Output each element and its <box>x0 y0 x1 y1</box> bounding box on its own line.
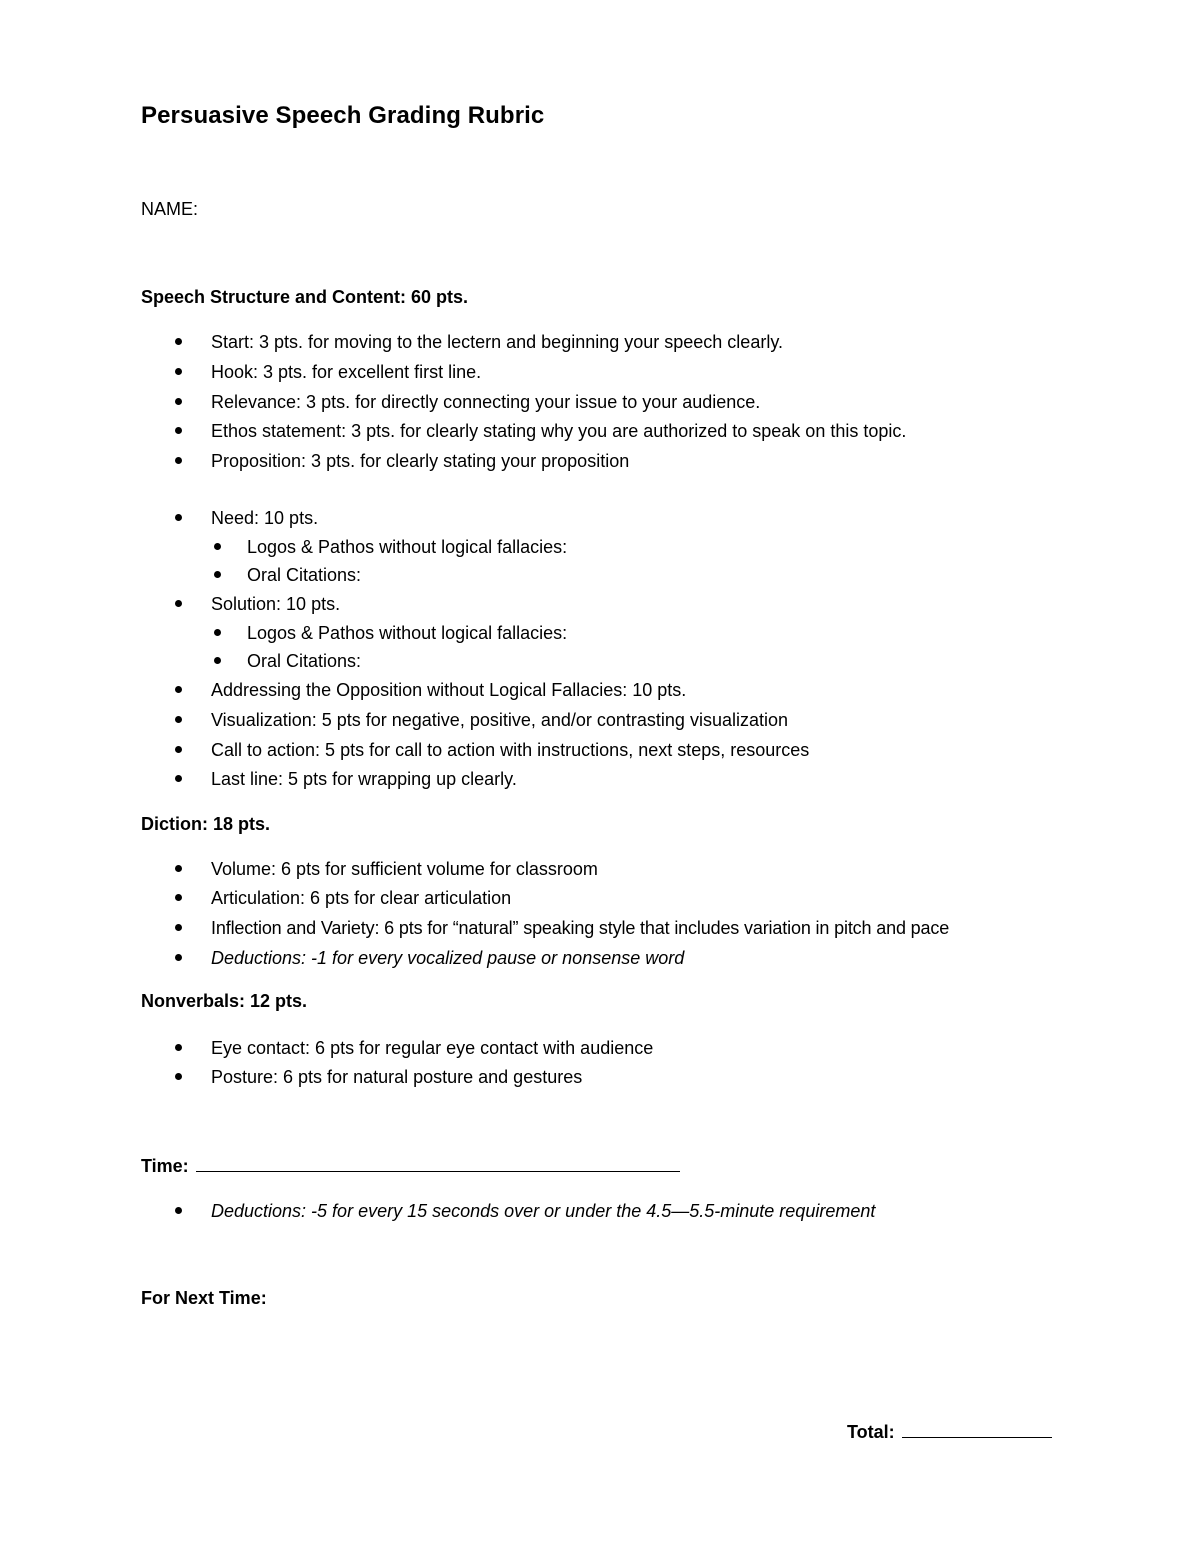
bullet-icon <box>175 1073 182 1080</box>
bullet-icon <box>175 686 182 693</box>
solution-subitem-logos-pathos: Logos & Pathos without logical fallacies: <box>247 623 568 643</box>
page-title: Persuasive Speech Grading Rubric <box>141 102 545 129</box>
need-subitem-logos-pathos: Logos & Pathos without logical fallacies: <box>247 537 568 557</box>
time-deduction: Deductions: -5 for every 15 seconds over or under the 4.5—5.5-minute requirement <box>211 1201 876 1221</box>
bullet-icon <box>175 775 182 782</box>
bullet-icon <box>175 1207 182 1214</box>
diction-item-inflection: Inflection and Variety: 6 pts for “natural” speaking style that includes variation in pitch and pace <box>211 918 950 938</box>
bullet-icon <box>214 543 221 550</box>
bullet-icon <box>175 457 182 464</box>
total-label: Total: <box>847 1422 895 1442</box>
total-row <box>847 1419 1052 1444</box>
total-blank-line <box>902 1419 1052 1438</box>
bullet-icon <box>175 338 182 345</box>
bullet-icon <box>214 657 221 664</box>
time-blank-line <box>196 1153 680 1172</box>
time-label: Time: <box>141 1156 189 1176</box>
nonverbals-heading: Nonverbals: 12 pts. <box>141 991 308 1011</box>
bullet-icon <box>175 368 182 375</box>
structure-item-hook: Hook: 3 pts. for excellent first line. <box>211 362 482 382</box>
structure-item-relevance: Relevance: 3 pts. for directly connecting your issue to your audience. <box>211 392 761 412</box>
diction-item-articulation: Articulation: 6 pts for clear articulation <box>211 888 512 908</box>
bullet-icon <box>175 600 182 607</box>
diction-item-deductions: Deductions: -1 for every vocalized pause or nonsense word <box>211 948 685 968</box>
bullet-icon <box>175 427 182 434</box>
structure-item-last-line: Last line: 5 pts for wrapping up clearly. <box>211 769 517 789</box>
bullet-icon <box>175 514 182 521</box>
bullet-icon <box>214 629 221 636</box>
bullet-icon <box>175 894 182 901</box>
next-time-label: For Next Time: <box>141 1288 267 1308</box>
structure-heading: Speech Structure and Content: 60 pts. <box>141 287 469 307</box>
diction-item-volume: Volume: 6 pts for sufficient volume for classroom <box>211 859 598 879</box>
structure-item-call-to-action: Call to action: 5 pts for call to action with instructions, next steps, resources <box>211 740 810 760</box>
structure-item-ethos: Ethos statement: 3 pts. for clearly stating why you are authorized to speak on this topic. <box>211 421 907 441</box>
structure-item-need: Need: 10 pts. <box>211 508 319 528</box>
bullet-icon <box>175 954 182 961</box>
structure-item-start: Start: 3 pts. for moving to the lectern and beginning your speech clearly. <box>211 332 783 352</box>
bullet-icon <box>214 571 221 578</box>
nonverbals-item-eye-contact: Eye contact: 6 pts for regular eye contact with audience <box>211 1038 654 1058</box>
structure-item-proposition: Proposition: 3 pts. for clearly stating your proposition <box>211 451 630 471</box>
structure-item-solution: Solution: 10 pts. <box>211 594 341 614</box>
name-label: NAME: <box>141 199 199 219</box>
bullet-icon <box>175 716 182 723</box>
diction-heading: Diction: 18 pts. <box>141 814 271 834</box>
structure-item-opposition: Addressing the Opposition without Logical Fallacies: 10 pts. <box>211 680 687 700</box>
bullet-icon <box>175 746 182 753</box>
bullet-icon <box>175 1044 182 1051</box>
solution-subitem-oral-citations: Oral Citations: <box>247 651 362 671</box>
bullet-icon <box>175 865 182 872</box>
nonverbals-item-posture: Posture: 6 pts for natural posture and gestures <box>211 1067 583 1087</box>
structure-item-visualization: Visualization: 5 pts for negative, positive, and/or contrasting visualization <box>211 710 788 730</box>
time-row <box>141 1153 680 1178</box>
need-subitem-oral-citations: Oral Citations: <box>247 565 362 585</box>
bullet-icon <box>175 924 182 931</box>
bullet-icon <box>175 398 182 405</box>
